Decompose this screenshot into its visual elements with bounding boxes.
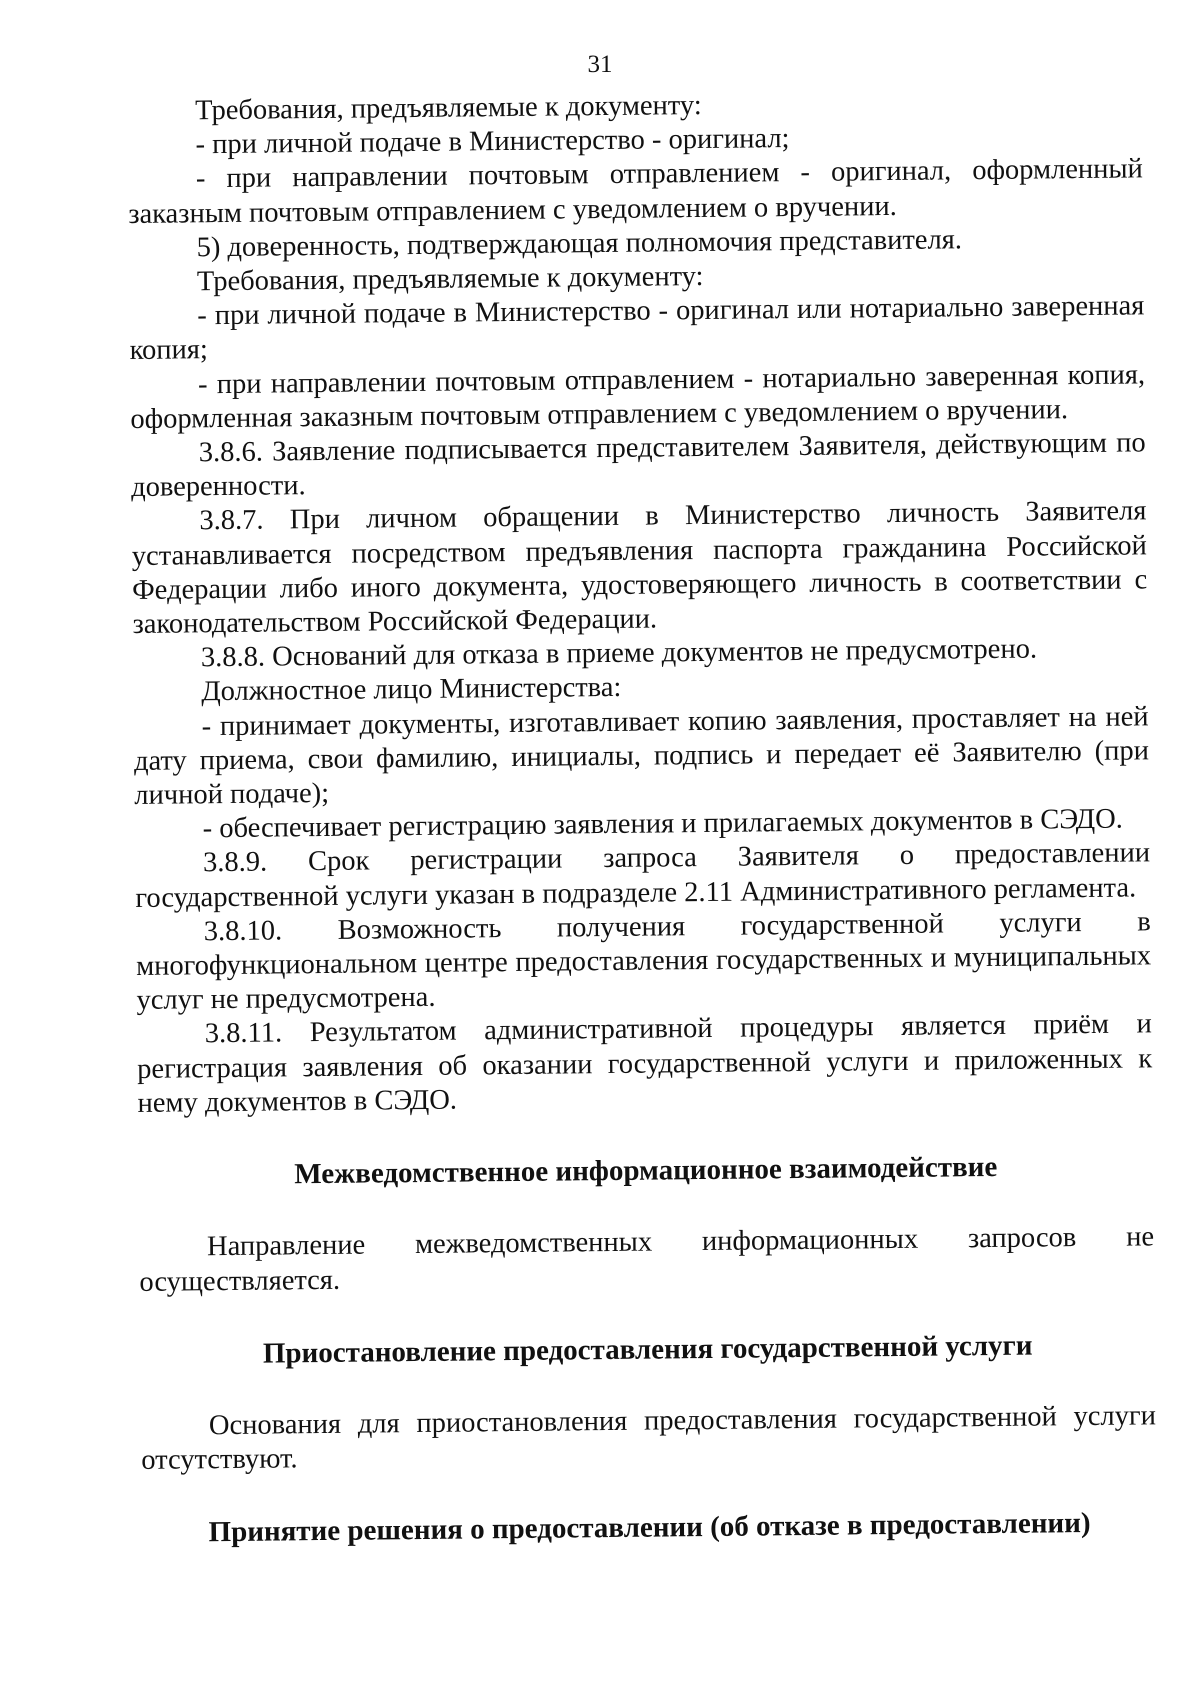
paragraph: 3.8.10. Возможность получения государственной услуги в многофункциональном центре предоставления государственных и муниципальных услуг не предусмотрена. <box>135 906 1152 1017</box>
section-heading: Приостановление предоставления государственной услуги <box>262 1329 1033 1370</box>
document-body <box>127 84 1157 1550</box>
paragraph: - при личной подаче в Министерство - оригинал или нотариально заверенная копия; <box>129 290 1145 367</box>
paragraph: 3.8.7. При личном обращении в Министерство личность Заявителя устанавливается посредством предъявления паспорта гражданина Российской Федерации либо иного документа, удостоверяющего личность в соответствии с законодательством Российской Федерации. <box>131 495 1148 641</box>
section-paragraph: Основания для приостановления предоставления государственной услуги отсутствуют. <box>141 1400 1157 1477</box>
paragraph: - принимает документы, изготавливает копию заявления, проставляет на ней дату приема, свои фамилию, инициалы, подпись и передает её Заявителю (при личной подаче); <box>133 700 1150 812</box>
section-heading: Межведомственное информационное взаимодействие <box>294 1151 998 1191</box>
page-number: 31 <box>587 51 613 78</box>
section-paragraph: Направление межведомственных информационных запросов не осуществляется. <box>139 1221 1155 1298</box>
paragraph: Требования, предъявляемые к документу: <box>196 260 704 298</box>
paragraph: - при личной подаче в Министерство - оригинал; <box>195 123 790 161</box>
paragraph: - обеспечивает регистрацию заявления и прилагаемых документов в СЭДО. <box>202 803 1123 845</box>
paragraph: 3.8.11. Результатом административной процедуры является приём и регистрация заявления об оказании государственной услуги и приложенных к нему документов в СЭДО. <box>137 1008 1153 1119</box>
paragraph: 3.8.8. Оснований для отказа в приеме документов не предусмотрено. <box>200 633 1038 674</box>
paragraph: 3.8.9. Срок регистрации запроса Заявителя о предоставлении государственной услуги указан в подразделе 2.11 Административного регламента. <box>135 837 1151 914</box>
paragraph: Должностное лицо Министерства: <box>201 672 622 708</box>
paragraph: Требования, предъявляемые к документу: <box>195 89 702 127</box>
paragraph: - при направлении почтовым отправлением - оригинал, оформленный заказным почтовым отправлением с уведомлением о вручении. <box>128 153 1143 230</box>
paragraph: 3.8.6. Заявление подписывается представителем Заявителя, действующим по доверенности. <box>130 427 1146 504</box>
section-heading: Принятие решения о предоставлении (об отказе в предоставлении) <box>208 1507 1091 1549</box>
paragraph: - при направлении почтовым отправлением - нотариально заверенная копия, оформленная заказным почтовым отправлением с уведомлением о вручении. <box>130 358 1146 435</box>
paragraph: 5) доверенность, подтверждающая полномочия представителя. <box>196 224 963 264</box>
